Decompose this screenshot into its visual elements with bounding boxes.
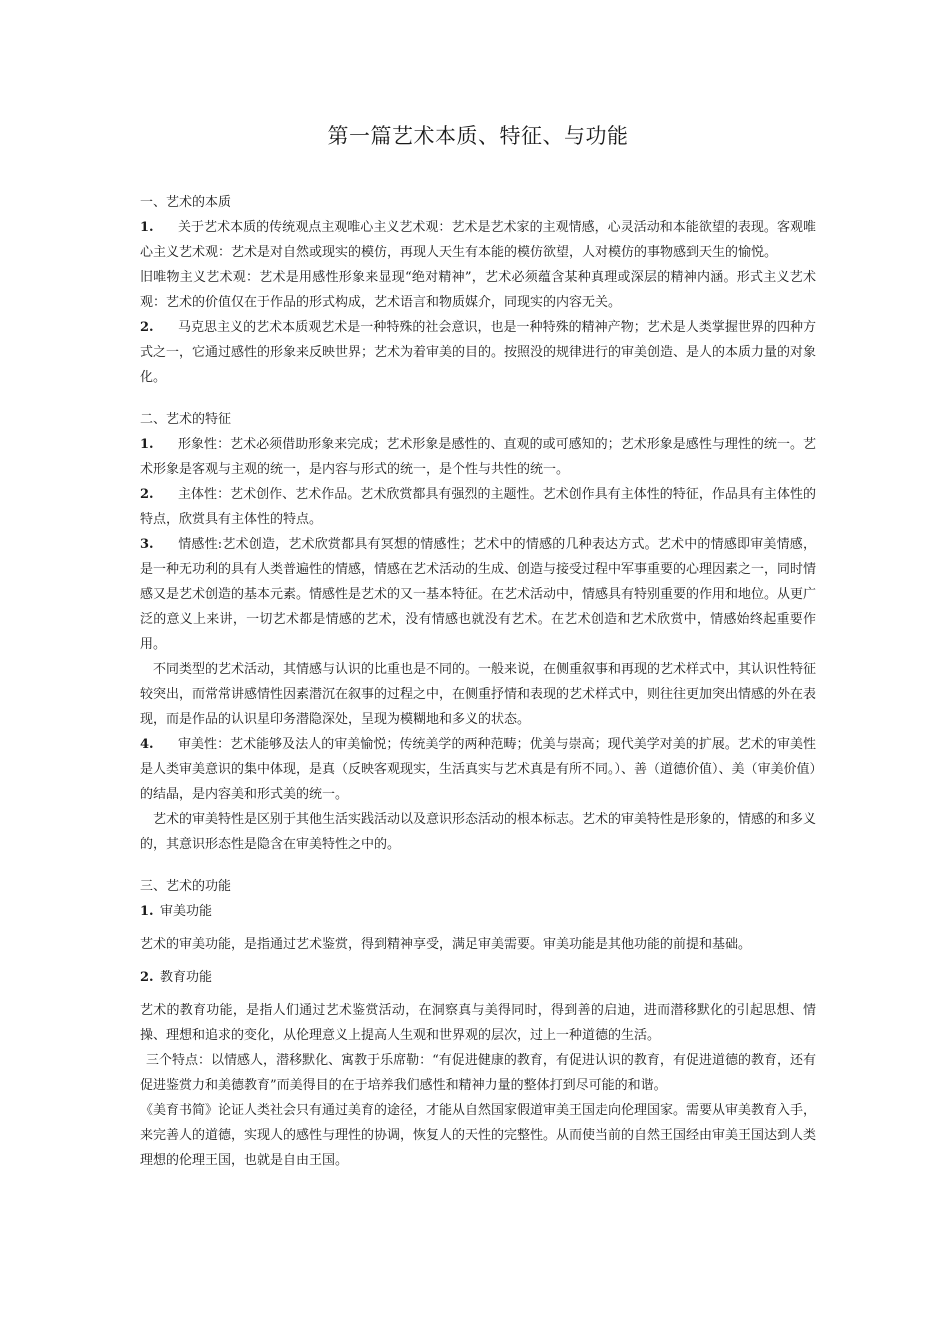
- paragraph: 三个特点：以情感人，潜移默化、寓教于乐席勒：“有促进健康的教育，有促进认识的教育，有促进道德的教育，还有促进鉴赏力和美德教育”而美得目的在于培养我们感性和精神力量的整体打到尽可能的和谐。: [140, 1053, 816, 1093]
- document-body: [140, 190, 816, 1173]
- list-number: 2.: [140, 320, 154, 335]
- subheading-text: 教育功能: [160, 970, 213, 985]
- list-number: 2.: [140, 487, 154, 502]
- paragraph-text: 情感性:艺术创造，艺术欣赏都具有冥想的情感性；艺术中的情感的几种表达方式。艺术中的情感即审美情感，是一种无功利的具有人类普遍性的情感，情感在艺术活动的生成、创造与接受过程中军事重要的心理因素之一，同时情感又是艺术创造的基本元素。情感性是艺术的又一基本特征。在艺术活动中，情感具有特别重要的作用和地位。从更广泛的意义上来讲，一切艺术都是情感的艺术，没有情感也就没有艺术。在艺术创造和艺术欣赏中，情感始终起重要作用。: [140, 537, 817, 652]
- paragraph-text: 关于艺术本质的传统观点主观唯心主义艺术观：艺术是艺术家的主观情感，心灵活动和本能欲望的表现。客观唯心主义艺术观：艺术是对自然或现实的模仿，再现人天生有本能的模仿欲望，人对模仿的事物感到天生的愉悦。: [140, 220, 816, 260]
- spacer: [140, 390, 816, 407]
- paragraph: [140, 215, 816, 265]
- list-number: 1.: [140, 437, 154, 452]
- paragraph: 艺术的审美功能，是指通过艺术鉴赏，得到精神享受，满足审美需要。审美功能是其他功能的前提和基础。: [140, 937, 752, 952]
- spacer: [140, 924, 816, 932]
- section-heading: 一、艺术的本质: [140, 195, 232, 210]
- list-number: 2.: [140, 970, 154, 985]
- paragraph: 不同类型的艺术活动，其情感与认识的比重也是不同的。一般来说，在侧重叙事和再现的艺术样式中，其认识性特征较突出，而常常讲感情性因素潜沉在叙事的过程之中，在侧重抒情和表现的艺术样式中，则往往更加突出情感的外在表现，而是作品的认识星印务潜隐深处，呈现为模糊地和多义的状态。: [140, 662, 817, 727]
- paragraph-text: 审美性：艺术能够及法人的审美愉悦；传统美学的两种范畴；优美与崇高；现代美学对美的扩展。艺术的审美性是人类审美意识的集中体现，是真（反映客观现实，生活真实与艺术真是有所不同。）、善（道德价值）、美（审美价值）的结晶，是内容美和形式美的统一。: [140, 737, 817, 802]
- section-heading: 三、艺术的功能: [140, 879, 232, 894]
- page-title: 第一篇艺术本质、特征、与功能: [327, 124, 629, 148]
- spacer: [140, 990, 816, 998]
- list-number: 4.: [140, 737, 154, 752]
- paragraph: [140, 315, 816, 390]
- paragraph: [140, 432, 816, 482]
- paragraph-text: 形象性：艺术必须借助形象来完成；艺术形象是感性的、直观的或可感知的；艺术形象是感性与理性的统一。艺术形象是客观与主观的统一，是内容与形式的统一，是个性与共性的统一。: [140, 437, 816, 477]
- subheading-text: 审美功能: [160, 904, 213, 919]
- paragraph: [140, 732, 816, 807]
- paragraph: 《美育书简》论证人类社会只有通过美育的途径，才能从自然国家假道审美王国走向伦理国家。需要从审美教育入手，来完善人的道德，实现人的感性与理性的协调，恢复人的天性的完整性。从而使当前的自然王国经由审美王国达到人类理想的伦理王国，也就是自由王国。: [140, 1103, 817, 1168]
- subheading: [140, 965, 816, 990]
- list-number: 1.: [140, 220, 154, 235]
- spacer: [140, 857, 816, 874]
- section-heading: 二、艺术的特征: [140, 412, 232, 427]
- paragraph: [140, 482, 816, 532]
- spacer: [140, 957, 816, 965]
- paragraph: [140, 532, 816, 657]
- list-number: 3.: [140, 537, 154, 552]
- paragraph: 旧唯物主义艺术观：艺术是用感性形象来显现“绝对精神”，艺术必须蕴含某种真理或深层的精神内涵。形式主义艺术观：艺术的价值仅在于作品的形式构成，艺术语言和物质媒介，同现实的内容无关。: [140, 270, 816, 310]
- list-number: 1.: [140, 904, 154, 919]
- paragraph: 艺术的教育功能，是指人们通过艺术鉴赏活动，在洞察真与美得同时，得到善的启迪，进而潜移默化的引起思想、情操、理想和追求的变化，从伦理意义上提高人生观和世界观的层次，过上一种道德的生活。: [140, 1003, 816, 1043]
- paragraph-text: 主体性：艺术创作、艺术作品。艺术欣赏都具有强烈的主题性。艺术创作具有主体性的特征，作品具有主体性的特点，欣赏具有主体性的特点。: [140, 487, 816, 527]
- paragraph-text: 马克思主义的艺术本质观艺术是一种特殊的社会意识，也是一种特殊的精神产物；艺术是人类掌握世界的四种方式之一，它通过感性的形象来反映世界；艺术为着审美的目的。按照没的规律进行的审美创造、是人的本质力量的对象化。: [140, 320, 817, 385]
- subheading: [140, 899, 816, 924]
- paragraph: 艺术的审美特性是区别于其他生活实践活动以及意识形态活动的根本标志。艺术的审美特性是形象的，情感的和多义的，其意识形态性是隐含在审美特性之中的。: [140, 812, 817, 852]
